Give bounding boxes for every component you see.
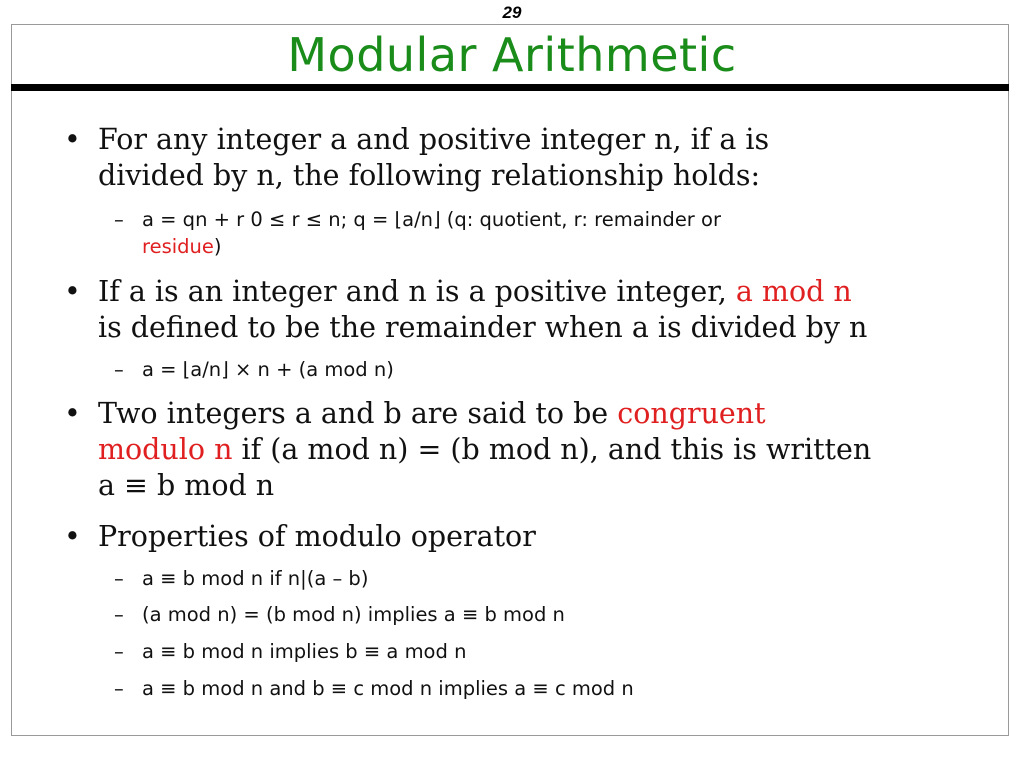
- dash-icon: –: [114, 358, 124, 381]
- highlight-text: congruent: [617, 397, 766, 430]
- bullet-text: a ≡ b mod n: [98, 469, 275, 502]
- bullet-text: modulo n if (a mod n) = (b mod n), and this is written: [98, 433, 872, 466]
- highlight-text: residue: [142, 235, 214, 258]
- sub-bullet-text: a ≡ b mod n if n|(a – b): [142, 567, 369, 590]
- sub-bullet-text: (a mod n) = (b mod n) implies a ≡ b mod n: [142, 603, 565, 626]
- bullet-text: Properties of modulo operator: [98, 520, 536, 553]
- dash-icon: –: [114, 208, 124, 231]
- dash-icon: –: [114, 640, 124, 663]
- dash-icon: –: [114, 567, 124, 590]
- sub-bullet-text: a ≡ b mod n and b ≡ c mod n implies a ≡ c mod n: [142, 677, 634, 700]
- slide-number: 29: [502, 3, 522, 22]
- bullet-text: Two integers a and b are said to be congruent: [98, 397, 766, 430]
- sub-bullet-text: a = ⌊a/n⌋ × n + (a mod n): [142, 358, 394, 381]
- dash-icon: –: [114, 677, 124, 700]
- bullet-text: divided by n, the following relationship holds:: [98, 159, 761, 192]
- sub-bullet-text: a ≡ b mod n implies b ≡ a mod n: [142, 640, 467, 663]
- sub-bullet-text: a = qn + r 0 ≤ r ≤ n; q = ⌊a/n⌋ (q: quotient, r: remainder or: [142, 208, 721, 231]
- bullet-icon: •: [64, 520, 81, 553]
- bullet-text: For any integer a and positive integer n, if a is: [98, 123, 770, 156]
- highlight-text: modulo n: [98, 433, 233, 466]
- bullet-text: If a is an integer and n is a positive integer, a mod n: [98, 275, 852, 308]
- bullet-icon: •: [64, 123, 81, 156]
- bullet-icon: •: [64, 397, 81, 430]
- highlight-text: a mod n: [735, 275, 852, 308]
- bullet-text: is defined to be the remainder when a is divided by n: [98, 311, 868, 344]
- dash-icon: –: [114, 603, 124, 626]
- bullet-icon: •: [64, 275, 81, 308]
- sub-bullet-text: residue): [142, 235, 222, 258]
- slide-title: Modular Arithmetic: [287, 28, 737, 82]
